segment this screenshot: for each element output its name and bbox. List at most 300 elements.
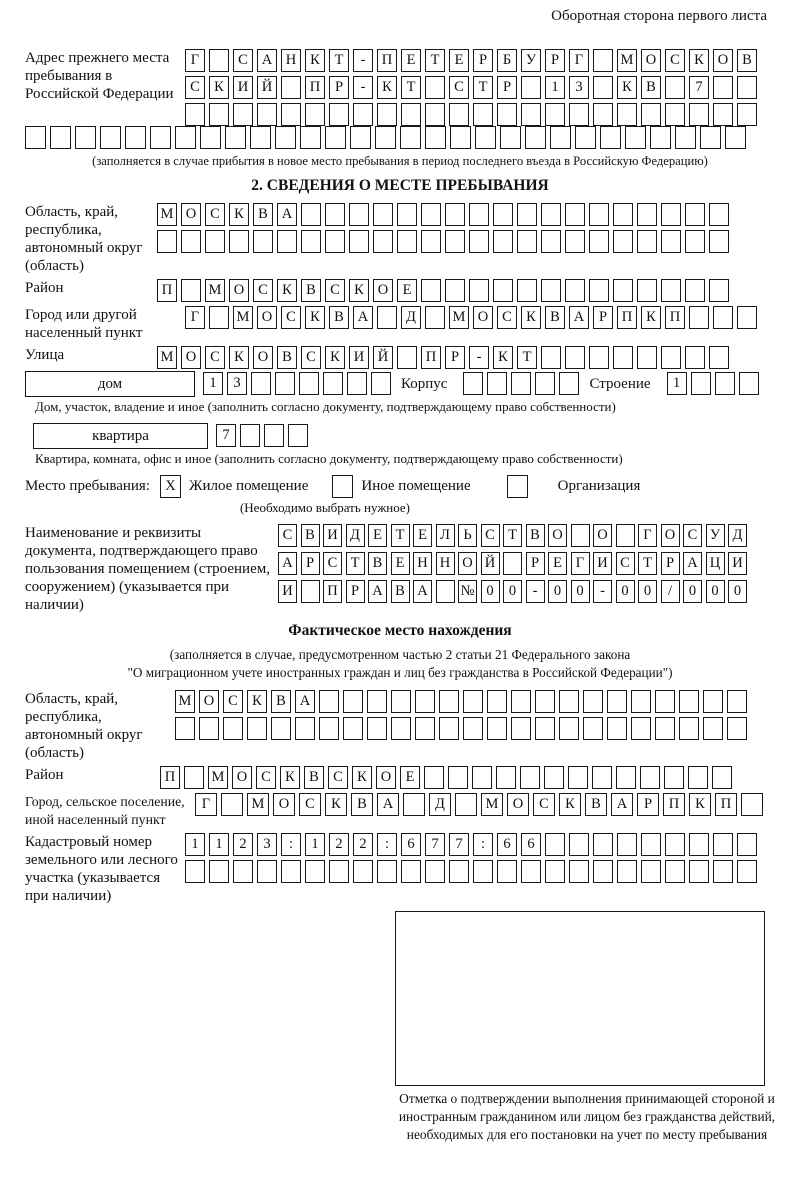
char-cell[interactable]: К bbox=[559, 793, 581, 816]
char-cell[interactable]: 0 bbox=[616, 580, 635, 603]
char-cell[interactable]: И bbox=[728, 552, 747, 575]
char-cell[interactable]: А bbox=[278, 552, 297, 575]
char-cell[interactable]: О bbox=[257, 306, 277, 329]
char-cell[interactable]: О bbox=[181, 346, 201, 369]
char-cell[interactable]: Г bbox=[569, 49, 589, 72]
char-cell[interactable] bbox=[299, 372, 319, 395]
char-cell[interactable] bbox=[50, 126, 71, 149]
char-cell[interactable] bbox=[589, 203, 609, 226]
char-cell[interactable]: 0 bbox=[503, 580, 522, 603]
char-cell[interactable] bbox=[264, 424, 284, 447]
char-cell[interactable] bbox=[737, 860, 757, 883]
char-cell[interactable] bbox=[589, 346, 609, 369]
char-cell[interactable] bbox=[712, 766, 732, 789]
char-cell[interactable]: С bbox=[233, 49, 253, 72]
char-cell[interactable]: Т bbox=[503, 524, 522, 547]
char-cell[interactable] bbox=[559, 717, 579, 740]
char-cell[interactable]: О bbox=[713, 49, 733, 72]
char-cell[interactable]: Т bbox=[517, 346, 537, 369]
char-cell[interactable] bbox=[449, 103, 469, 126]
char-cell[interactable]: И bbox=[233, 76, 253, 99]
char-cell[interactable] bbox=[209, 306, 229, 329]
char-cell[interactable] bbox=[275, 126, 296, 149]
char-cell[interactable]: К bbox=[493, 346, 513, 369]
char-cell[interactable]: В bbox=[391, 580, 410, 603]
char-cell[interactable]: К bbox=[325, 793, 347, 816]
char-cell[interactable] bbox=[727, 717, 747, 740]
char-cell[interactable] bbox=[493, 203, 513, 226]
char-cell[interactable] bbox=[253, 230, 273, 253]
char-cell[interactable]: Р bbox=[346, 580, 365, 603]
char-cell[interactable] bbox=[439, 717, 459, 740]
char-cell[interactable] bbox=[375, 126, 396, 149]
char-cell[interactable]: А bbox=[611, 793, 633, 816]
char-cell[interactable]: С bbox=[301, 346, 321, 369]
char-cell[interactable] bbox=[545, 833, 565, 856]
char-cell[interactable] bbox=[425, 126, 446, 149]
char-cell[interactable]: П bbox=[665, 306, 685, 329]
char-cell[interactable]: А bbox=[377, 793, 399, 816]
char-cell[interactable]: / bbox=[661, 580, 680, 603]
char-cell[interactable] bbox=[425, 306, 445, 329]
char-cell[interactable] bbox=[205, 230, 225, 253]
char-cell[interactable] bbox=[709, 279, 729, 302]
char-cell[interactable] bbox=[240, 424, 260, 447]
char-cell[interactable] bbox=[583, 717, 603, 740]
char-cell[interactable]: С bbox=[205, 203, 225, 226]
char-cell[interactable] bbox=[301, 230, 321, 253]
char-cell[interactable] bbox=[391, 690, 411, 713]
char-cell[interactable] bbox=[655, 717, 675, 740]
char-cell[interactable] bbox=[713, 76, 733, 99]
char-cell[interactable]: И bbox=[593, 552, 612, 575]
char-cell[interactable]: К bbox=[689, 793, 711, 816]
char-cell[interactable]: В bbox=[304, 766, 324, 789]
char-cell[interactable] bbox=[565, 230, 585, 253]
char-cell[interactable]: - bbox=[469, 346, 489, 369]
char-cell[interactable] bbox=[421, 230, 441, 253]
char-cell[interactable] bbox=[301, 203, 321, 226]
char-cell[interactable]: Р bbox=[329, 76, 349, 99]
char-cell[interactable] bbox=[520, 766, 540, 789]
char-cell[interactable] bbox=[737, 103, 757, 126]
char-cell[interactable] bbox=[425, 103, 445, 126]
char-cell[interactable]: М bbox=[157, 203, 177, 226]
char-cell[interactable] bbox=[400, 126, 421, 149]
char-cell[interactable] bbox=[425, 76, 445, 99]
char-cell[interactable]: В bbox=[737, 49, 757, 72]
char-cell[interactable]: С bbox=[683, 524, 702, 547]
char-cell[interactable] bbox=[525, 126, 546, 149]
char-cell[interactable] bbox=[741, 793, 763, 816]
char-cell[interactable] bbox=[25, 126, 46, 149]
char-cell[interactable] bbox=[150, 126, 171, 149]
char-cell[interactable] bbox=[225, 126, 246, 149]
char-cell[interactable]: М bbox=[175, 690, 195, 713]
char-cell[interactable] bbox=[541, 279, 561, 302]
char-cell[interactable] bbox=[688, 766, 708, 789]
char-cell[interactable] bbox=[473, 103, 493, 126]
char-cell[interactable] bbox=[281, 76, 301, 99]
char-cell[interactable]: Р bbox=[661, 552, 680, 575]
char-cell[interactable]: К bbox=[247, 690, 267, 713]
char-cell[interactable] bbox=[353, 860, 373, 883]
char-cell[interactable] bbox=[715, 372, 735, 395]
char-cell[interactable] bbox=[589, 279, 609, 302]
char-cell[interactable] bbox=[323, 372, 343, 395]
char-cell[interactable] bbox=[247, 717, 267, 740]
char-cell[interactable]: И bbox=[349, 346, 369, 369]
char-cell[interactable] bbox=[184, 766, 204, 789]
char-cell[interactable] bbox=[517, 230, 537, 253]
char-cell[interactable] bbox=[288, 424, 308, 447]
char-cell[interactable] bbox=[329, 860, 349, 883]
char-cell[interactable] bbox=[455, 793, 477, 816]
char-cell[interactable] bbox=[675, 126, 696, 149]
char-cell[interactable] bbox=[448, 766, 468, 789]
char-cell[interactable]: А bbox=[683, 552, 702, 575]
char-cell[interactable]: - bbox=[353, 76, 373, 99]
char-cell[interactable]: С bbox=[185, 76, 205, 99]
char-cell[interactable] bbox=[300, 126, 321, 149]
char-cell[interactable] bbox=[617, 860, 637, 883]
char-cell[interactable] bbox=[233, 103, 253, 126]
char-cell[interactable] bbox=[157, 230, 177, 253]
char-cell[interactable] bbox=[640, 766, 660, 789]
char-cell[interactable] bbox=[463, 690, 483, 713]
char-cell[interactable] bbox=[544, 766, 564, 789]
char-cell[interactable]: А bbox=[257, 49, 277, 72]
char-cell[interactable]: 0 bbox=[683, 580, 702, 603]
char-cell[interactable] bbox=[493, 279, 513, 302]
char-cell[interactable] bbox=[449, 860, 469, 883]
char-cell[interactable]: С bbox=[325, 279, 345, 302]
char-cell[interactable]: Е bbox=[400, 766, 420, 789]
char-cell[interactable] bbox=[739, 372, 759, 395]
char-cell[interactable] bbox=[497, 103, 517, 126]
char-cell[interactable]: С bbox=[328, 766, 348, 789]
char-cell[interactable] bbox=[541, 230, 561, 253]
char-cell[interactable] bbox=[445, 230, 465, 253]
char-cell[interactable]: С bbox=[481, 524, 500, 547]
char-cell[interactable]: И bbox=[278, 580, 297, 603]
char-cell[interactable] bbox=[625, 126, 646, 149]
char-cell[interactable]: : bbox=[281, 833, 301, 856]
char-cell[interactable]: С bbox=[256, 766, 276, 789]
char-cell[interactable]: О bbox=[376, 766, 396, 789]
char-cell[interactable]: Т bbox=[401, 76, 421, 99]
char-cell[interactable]: М bbox=[617, 49, 637, 72]
char-cell[interactable] bbox=[637, 279, 657, 302]
char-cell[interactable]: О bbox=[458, 552, 477, 575]
char-cell[interactable] bbox=[475, 126, 496, 149]
char-cell[interactable]: Т bbox=[425, 49, 445, 72]
char-cell[interactable]: С bbox=[533, 793, 555, 816]
char-cell[interactable]: П bbox=[421, 346, 441, 369]
char-cell[interactable] bbox=[511, 690, 531, 713]
char-cell[interactable]: 2 bbox=[233, 833, 253, 856]
char-cell[interactable] bbox=[661, 203, 681, 226]
char-cell[interactable]: С bbox=[253, 279, 273, 302]
char-cell[interactable]: С bbox=[616, 552, 635, 575]
char-cell[interactable] bbox=[350, 126, 371, 149]
char-cell[interactable] bbox=[545, 860, 565, 883]
char-cell[interactable] bbox=[541, 203, 561, 226]
char-cell[interactable]: В bbox=[329, 306, 349, 329]
char-cell[interactable] bbox=[343, 717, 363, 740]
char-cell[interactable] bbox=[559, 690, 579, 713]
char-cell[interactable] bbox=[421, 203, 441, 226]
char-cell[interactable]: О bbox=[232, 766, 252, 789]
char-cell[interactable] bbox=[175, 717, 195, 740]
char-cell[interactable]: 2 bbox=[329, 833, 349, 856]
char-cell[interactable]: Е bbox=[397, 279, 417, 302]
char-cell[interactable] bbox=[367, 717, 387, 740]
char-cell[interactable]: Г bbox=[195, 793, 217, 816]
char-cell[interactable] bbox=[503, 552, 522, 575]
char-cell[interactable] bbox=[679, 690, 699, 713]
char-cell[interactable] bbox=[250, 126, 271, 149]
char-cell[interactable] bbox=[631, 690, 651, 713]
char-cell[interactable]: В bbox=[368, 552, 387, 575]
char-cell[interactable]: О bbox=[229, 279, 249, 302]
char-cell[interactable] bbox=[277, 230, 297, 253]
char-cell[interactable] bbox=[397, 203, 417, 226]
char-cell[interactable] bbox=[175, 126, 196, 149]
char-cell[interactable] bbox=[377, 860, 397, 883]
char-cell[interactable]: П bbox=[617, 306, 637, 329]
char-cell[interactable] bbox=[613, 279, 633, 302]
char-cell[interactable]: К bbox=[689, 49, 709, 72]
char-cell[interactable]: В bbox=[253, 203, 273, 226]
char-cell[interactable]: Е bbox=[368, 524, 387, 547]
char-cell[interactable] bbox=[209, 860, 229, 883]
char-cell[interactable]: К bbox=[521, 306, 541, 329]
char-cell[interactable]: Т bbox=[329, 49, 349, 72]
char-cell[interactable] bbox=[275, 372, 295, 395]
char-cell[interactable]: - bbox=[593, 580, 612, 603]
char-cell[interactable]: Е bbox=[391, 552, 410, 575]
char-cell[interactable] bbox=[713, 103, 733, 126]
char-cell[interactable]: Р bbox=[545, 49, 565, 72]
char-cell[interactable]: С bbox=[205, 346, 225, 369]
char-cell[interactable] bbox=[319, 690, 339, 713]
char-cell[interactable] bbox=[521, 76, 541, 99]
char-cell[interactable] bbox=[641, 833, 661, 856]
char-cell[interactable] bbox=[371, 372, 391, 395]
char-cell[interactable] bbox=[517, 279, 537, 302]
char-cell[interactable]: : bbox=[377, 833, 397, 856]
char-cell[interactable]: П bbox=[160, 766, 180, 789]
char-cell[interactable] bbox=[737, 76, 757, 99]
char-cell[interactable] bbox=[281, 860, 301, 883]
char-cell[interactable]: С bbox=[281, 306, 301, 329]
char-cell[interactable]: В bbox=[271, 690, 291, 713]
char-cell[interactable] bbox=[349, 203, 369, 226]
char-cell[interactable] bbox=[616, 766, 636, 789]
char-cell[interactable] bbox=[737, 306, 757, 329]
char-cell[interactable]: Р bbox=[473, 49, 493, 72]
char-cell[interactable] bbox=[575, 126, 596, 149]
char-cell[interactable]: Г bbox=[185, 49, 205, 72]
char-cell[interactable]: У bbox=[521, 49, 541, 72]
char-cell[interactable]: А bbox=[569, 306, 589, 329]
char-cell[interactable] bbox=[497, 860, 517, 883]
char-cell[interactable] bbox=[500, 126, 521, 149]
char-cell[interactable] bbox=[665, 103, 685, 126]
char-cell[interactable] bbox=[257, 103, 277, 126]
char-cell[interactable]: 0 bbox=[481, 580, 500, 603]
char-cell[interactable] bbox=[637, 346, 657, 369]
char-cell[interactable] bbox=[181, 230, 201, 253]
char-cell[interactable]: Б bbox=[497, 49, 517, 72]
char-cell[interactable]: Е bbox=[401, 49, 421, 72]
char-cell[interactable] bbox=[377, 103, 397, 126]
char-cell[interactable]: А bbox=[277, 203, 297, 226]
char-cell[interactable] bbox=[397, 230, 417, 253]
char-cell[interactable] bbox=[616, 524, 635, 547]
char-cell[interactable] bbox=[689, 103, 709, 126]
char-cell[interactable] bbox=[415, 690, 435, 713]
char-cell[interactable]: В bbox=[585, 793, 607, 816]
char-cell[interactable] bbox=[373, 203, 393, 226]
char-cell[interactable] bbox=[305, 103, 325, 126]
char-cell[interactable] bbox=[550, 126, 571, 149]
char-cell[interactable]: 0 bbox=[548, 580, 567, 603]
char-cell[interactable]: А bbox=[295, 690, 315, 713]
char-cell[interactable] bbox=[593, 103, 613, 126]
char-cell[interactable]: - bbox=[526, 580, 545, 603]
char-cell[interactable]: 6 bbox=[401, 833, 421, 856]
char-cell[interactable] bbox=[181, 279, 201, 302]
char-cell[interactable]: - bbox=[353, 49, 373, 72]
char-cell[interactable]: М bbox=[233, 306, 253, 329]
char-cell[interactable] bbox=[349, 230, 369, 253]
char-cell[interactable]: А bbox=[413, 580, 432, 603]
char-cell[interactable] bbox=[343, 690, 363, 713]
char-cell[interactable]: Й bbox=[257, 76, 277, 99]
char-cell[interactable]: 1 bbox=[209, 833, 229, 856]
char-cell[interactable] bbox=[469, 230, 489, 253]
char-cell[interactable]: К bbox=[229, 203, 249, 226]
char-cell[interactable]: Т bbox=[638, 552, 657, 575]
char-cell[interactable] bbox=[100, 126, 121, 149]
char-cell[interactable] bbox=[727, 690, 747, 713]
char-cell[interactable] bbox=[325, 230, 345, 253]
char-cell[interactable]: К bbox=[280, 766, 300, 789]
char-cell[interactable]: П bbox=[377, 49, 397, 72]
char-cell[interactable] bbox=[281, 103, 301, 126]
char-cell[interactable]: Д bbox=[401, 306, 421, 329]
char-cell[interactable] bbox=[689, 306, 709, 329]
char-cell[interactable] bbox=[75, 126, 96, 149]
apartment-type-box[interactable]: квартира bbox=[33, 423, 208, 449]
char-cell[interactable]: О bbox=[473, 306, 493, 329]
char-cell[interactable]: П bbox=[305, 76, 325, 99]
char-cell[interactable] bbox=[593, 49, 613, 72]
char-cell[interactable]: 7 bbox=[425, 833, 445, 856]
char-cell[interactable]: К bbox=[209, 76, 229, 99]
char-cell[interactable] bbox=[641, 860, 661, 883]
char-cell[interactable] bbox=[665, 860, 685, 883]
char-cell[interactable] bbox=[185, 860, 205, 883]
char-cell[interactable]: О bbox=[507, 793, 529, 816]
char-cell[interactable] bbox=[463, 372, 483, 395]
char-cell[interactable]: К bbox=[377, 76, 397, 99]
char-cell[interactable] bbox=[650, 126, 671, 149]
char-cell[interactable]: Р bbox=[637, 793, 659, 816]
char-cell[interactable] bbox=[641, 103, 661, 126]
char-cell[interactable] bbox=[521, 860, 541, 883]
char-cell[interactable] bbox=[450, 126, 471, 149]
char-cell[interactable] bbox=[535, 717, 555, 740]
char-cell[interactable]: Н bbox=[436, 552, 455, 575]
char-cell[interactable] bbox=[200, 126, 221, 149]
char-cell[interactable] bbox=[593, 860, 613, 883]
char-cell[interactable] bbox=[737, 833, 757, 856]
char-cell[interactable] bbox=[209, 49, 229, 72]
char-cell[interactable] bbox=[229, 230, 249, 253]
organization-checkbox[interactable] bbox=[507, 475, 528, 498]
char-cell[interactable]: П bbox=[157, 279, 177, 302]
char-cell[interactable] bbox=[353, 103, 373, 126]
char-cell[interactable] bbox=[257, 860, 277, 883]
char-cell[interactable]: О bbox=[661, 524, 680, 547]
char-cell[interactable] bbox=[463, 717, 483, 740]
char-cell[interactable] bbox=[703, 717, 723, 740]
char-cell[interactable]: Р bbox=[301, 552, 320, 575]
char-cell[interactable]: К bbox=[617, 76, 637, 99]
char-cell[interactable]: М bbox=[205, 279, 225, 302]
char-cell[interactable]: 7 bbox=[216, 424, 236, 447]
char-cell[interactable]: 1 bbox=[185, 833, 205, 856]
char-cell[interactable] bbox=[583, 690, 603, 713]
char-cell[interactable]: № bbox=[458, 580, 477, 603]
char-cell[interactable] bbox=[607, 717, 627, 740]
char-cell[interactable] bbox=[373, 230, 393, 253]
char-cell[interactable]: М bbox=[208, 766, 228, 789]
char-cell[interactable] bbox=[401, 860, 421, 883]
char-cell[interactable]: Т bbox=[473, 76, 493, 99]
char-cell[interactable]: К bbox=[349, 279, 369, 302]
char-cell[interactable]: Й bbox=[481, 552, 500, 575]
char-cell[interactable]: П bbox=[715, 793, 737, 816]
char-cell[interactable] bbox=[679, 717, 699, 740]
char-cell[interactable] bbox=[613, 230, 633, 253]
char-cell[interactable]: П bbox=[323, 580, 342, 603]
char-cell[interactable] bbox=[199, 717, 219, 740]
char-cell[interactable]: 0 bbox=[728, 580, 747, 603]
char-cell[interactable]: Й bbox=[373, 346, 393, 369]
char-cell[interactable]: 1 bbox=[545, 76, 565, 99]
char-cell[interactable]: К bbox=[305, 49, 325, 72]
char-cell[interactable]: 7 bbox=[689, 76, 709, 99]
char-cell[interactable] bbox=[571, 524, 590, 547]
char-cell[interactable] bbox=[565, 346, 585, 369]
char-cell[interactable] bbox=[655, 690, 675, 713]
char-cell[interactable] bbox=[367, 690, 387, 713]
char-cell[interactable]: 0 bbox=[706, 580, 725, 603]
char-cell[interactable] bbox=[305, 860, 325, 883]
char-cell[interactable] bbox=[251, 372, 271, 395]
char-cell[interactable]: О bbox=[199, 690, 219, 713]
char-cell[interactable]: П bbox=[663, 793, 685, 816]
char-cell[interactable]: Р bbox=[445, 346, 465, 369]
char-cell[interactable] bbox=[569, 860, 589, 883]
char-cell[interactable]: М bbox=[247, 793, 269, 816]
char-cell[interactable] bbox=[424, 766, 444, 789]
char-cell[interactable]: А bbox=[368, 580, 387, 603]
